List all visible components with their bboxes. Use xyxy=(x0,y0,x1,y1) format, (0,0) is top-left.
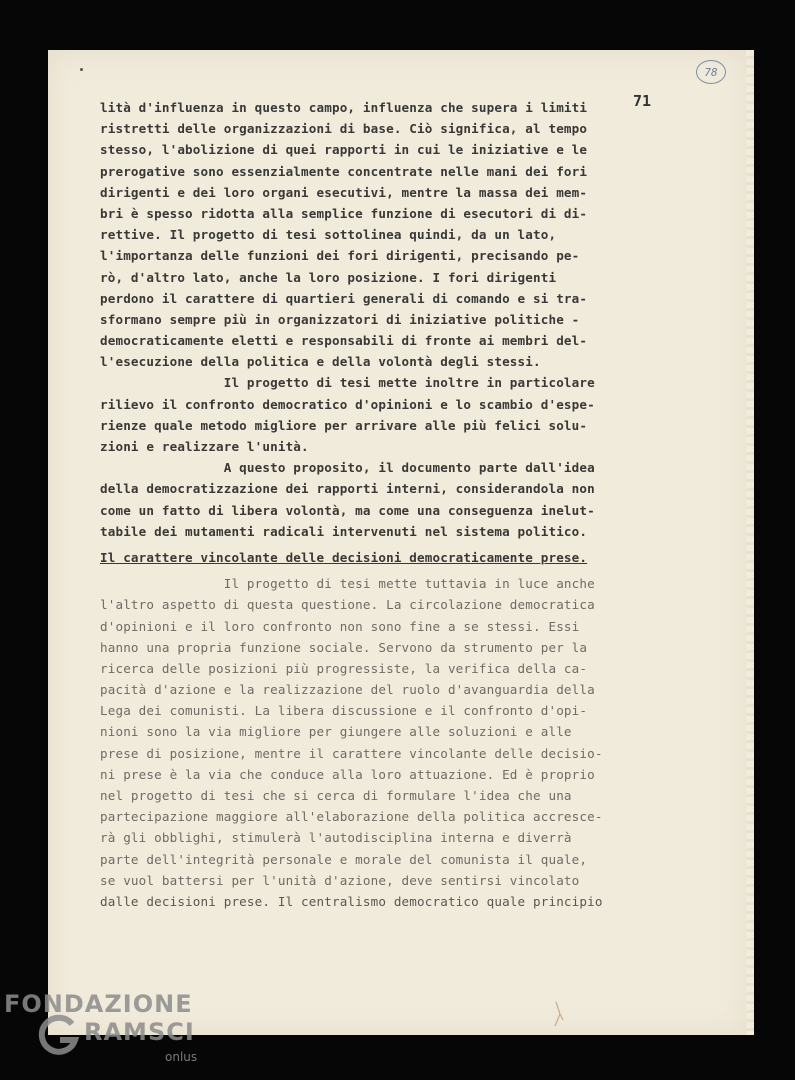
section-heading: Il carattere vincolante delle decisioni democraticamente prese. xyxy=(100,549,588,565)
paragraph-2 xyxy=(100,372,660,457)
text-line: Il progetto di tesi mette tuttavia in luce anche xyxy=(100,576,595,592)
text-line: l'esecuzione della politica e della volontà degli stessi. xyxy=(100,354,541,370)
text-line: l'altro aspetto di questa questione. La circolazione democratica xyxy=(100,597,595,613)
text-line: prese di posizione, mentre il carattere vincolante delle decisio- xyxy=(100,745,603,761)
text-line: d'opinioni e il loro confronto non sono fine a se stessi. Essi xyxy=(100,618,580,634)
text-line: rò, d'altro lato, anche la loro posizione. I fori dirigenti xyxy=(100,269,557,285)
text-line: hanno una propria funzione sociale. Servono da strumento per la xyxy=(100,639,588,655)
text-line: rilievo il confronto democratico d'opinioni e lo scambio d'espe- xyxy=(100,396,595,412)
text-line: partecipazione maggiore all'elaborazione della politica accresce- xyxy=(100,809,603,825)
text-line: dalle decisioni prese. Il centralismo democratico quale principio xyxy=(100,893,603,909)
text-line: nioni sono la via migliore per giungere alle soluzioni e alle xyxy=(100,724,572,740)
text-line: rettive. Il progetto di tesi sottolinea quindi, da un lato, xyxy=(100,227,557,243)
text-line: tabile dei mutamenti radicali intervenuti nel sistema politico. xyxy=(100,523,588,539)
text-line: zioni e realizzare l'unità. xyxy=(100,439,309,454)
paragraph-3 xyxy=(100,457,660,542)
text-line: democraticamente eletti e responsabili di fronte ai membri del- xyxy=(100,333,588,349)
text-line: lità d'influenza in questo campo, influenza che supera i limiti xyxy=(100,100,588,115)
text-line: bri è spesso ridotta alla semplice funzione di esecutori di di- xyxy=(100,205,588,221)
typed-text xyxy=(100,97,660,912)
text-line: parte dell'integrità personale e morale del comunista il quale, xyxy=(100,851,588,867)
text-line: dirigenti e dei loro organi esecutivi, mentre la massa dei mem- xyxy=(100,184,588,200)
page-number: 71 xyxy=(633,92,652,110)
text-line: rienze quale metodo migliore per arrivare alle più felici solu- xyxy=(100,417,588,433)
text-line: l'importanza delle funzioni dei fori dirigenti, precisando pe- xyxy=(100,248,580,264)
text-line: rà gli obblighi, stimulerà l'autodisciplina interna e diverrà xyxy=(100,830,572,846)
text-line: stesso, l'abolizione di quei rapporti in cui le iniziative e le xyxy=(100,142,588,158)
text-line: ristretti delle organizzazioni di base. Ciò significa, al tempo xyxy=(100,121,588,137)
text-line: perdono il carattere di quartieri generali di comando e si tra- xyxy=(100,290,588,306)
text-line: A questo proposito, il documento parte dall'idea xyxy=(100,460,595,476)
archive-stamp: 78 xyxy=(696,60,726,84)
pencil-mark-icon xyxy=(553,1000,565,1028)
text-line: ni prese è la via che conduce alla loro attuazione. Ed è proprio xyxy=(100,766,595,782)
gramsci-g-logo-icon xyxy=(36,1012,82,1058)
text-line: Il progetto di tesi mette inoltre in particolare xyxy=(100,375,595,391)
watermark-line-2: RAMSCI xyxy=(84,1018,195,1046)
text-line: pacità d'azione e la realizzazione del ruolo d'avanguardia della xyxy=(100,682,595,698)
text-line: prerogative sono essenzialmente concentrate nelle mani dei fori xyxy=(100,163,588,179)
text-line: Lega dei comunisti. La libera discussione e il confronto d'opi- xyxy=(100,703,588,719)
watermark-suffix: onlus xyxy=(165,1050,198,1064)
text-line: come un fatto di libera volontà, ma come una conseguenza inelut- xyxy=(100,502,595,518)
fondazione-gramsci-watermark xyxy=(4,990,204,1080)
text-line: se vuol battersi per l'unità d'azione, deve sentirsi vincolato xyxy=(100,872,580,888)
paragraph-1 xyxy=(100,97,660,372)
text-line: ricerca delle posizioni più progressiste, la verifica della ca- xyxy=(100,660,588,676)
text-line: della democratizzazione dei rapporti interni, considerandola non xyxy=(100,481,595,497)
watermark-line-1: FONDAZIONE xyxy=(4,990,193,1018)
text-line: sformano sempre più in organizzatori di iniziative politiche - xyxy=(100,311,580,327)
paragraph-4 xyxy=(100,573,660,912)
text-line: nel progetto di tesi che si cerca di formulare l'idea che una xyxy=(100,788,572,803)
ink-dot xyxy=(80,68,83,71)
